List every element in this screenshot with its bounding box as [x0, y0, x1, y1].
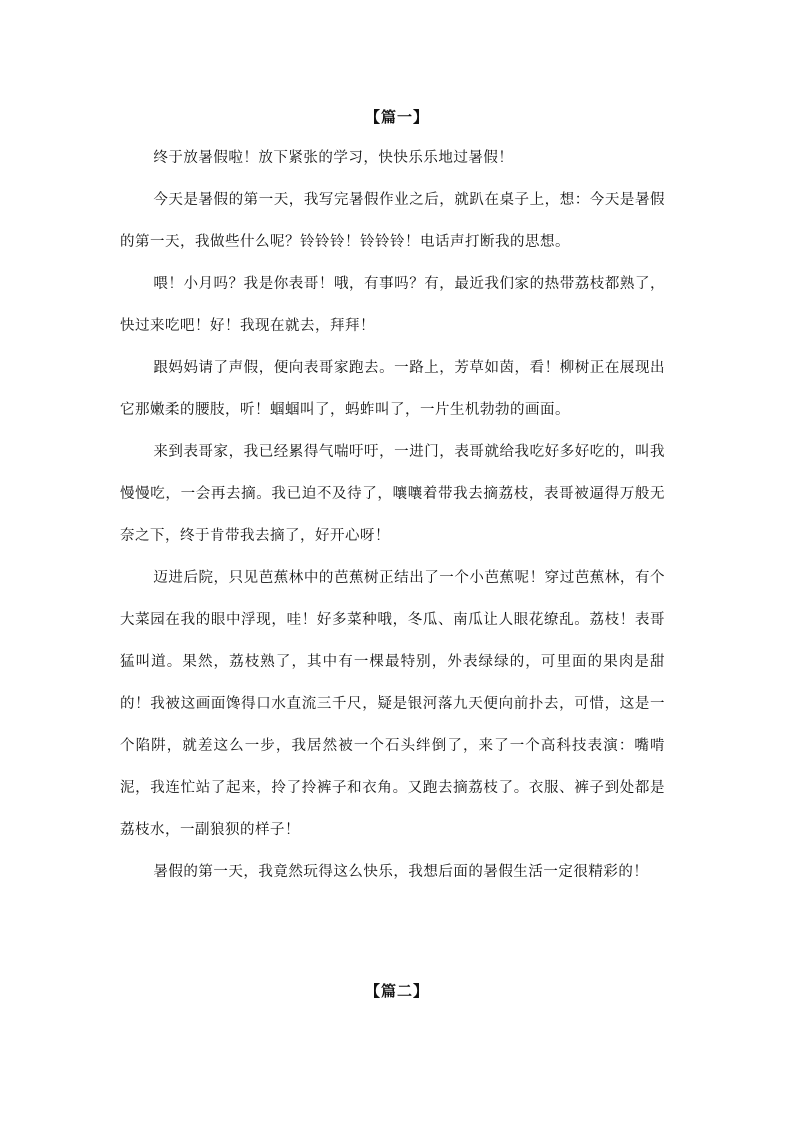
paragraph-5: 来到表哥家，我已经累得气喘吁吁，一进门，表哥就给我吃好多好吃的，叫我慢慢吃，一会再去摘。我已迫不及待了，嚷嚷着带我去摘荔枝，表哥被逼得万般无奈之下，终于肯带我去摘了，好开心呀！: [120, 444, 665, 544]
paragraph-3: 喂！小月吗？我是你表哥！哦，有事吗？有，最近我们家的热带荔枝都熟了，快过来吃吧！好！我现在就去，拜拜！: [120, 276, 665, 334]
paragraph-6: 迈进后院，只见芭蕉林中的芭蕉树正结出了一个小芭蕉呢！穿过芭蕉林，有个大菜园在我的眼中浮现，哇！好多菜种哦，冬瓜、南瓜让人眼花缭乱。荔枝！表哥猛叫道。果然，荔枝熟了，其中有一棵最特别，外表绿绿的，可里面的果肉是甜的！我被这画面馋得口水直流三千尺，疑是银河落九天便向前扑去，可惜，这是一个陷阱，就差这么一步，我居然被一个石头绊倒了，来了一个高科技表演：嘴啃泥，我连忙站了起来，拎了拎裤子和衣角。又跑去摘荔枝了。衣服、裤子到处都是荔枝水，一副狼狈的样子！: [120, 570, 665, 838]
paragraph-4: 跟妈妈请了声假，便向表哥家跑去。一路上，芳草如茵，看！柳树正在展现出它那嫩柔的腰肢，听！蝈蝈叫了，蚂蚱叫了，一片生机勃勃的画面。: [120, 360, 665, 418]
paragraph-7: 暑假的第一天，我竟然玩得这么快乐，我想后面的暑假生活一定很精彩的！: [153, 864, 649, 880]
section-1-body: [120, 137, 665, 893]
section-1-title: 【篇一】: [364, 108, 429, 126]
section-2-title: 【篇二】: [364, 982, 429, 1000]
paragraph-1: 终于放暑假啦！放下紧张的学习，快快乐乐地过暑假！: [153, 150, 514, 166]
paragraph-2: 今天是暑假的第一天，我写完暑假作业之后，就趴在桌子上，想：今天是暑假的第一天，我做些什么呢？铃铃铃！铃铃铃！电话声打断我的思想。: [120, 192, 665, 250]
